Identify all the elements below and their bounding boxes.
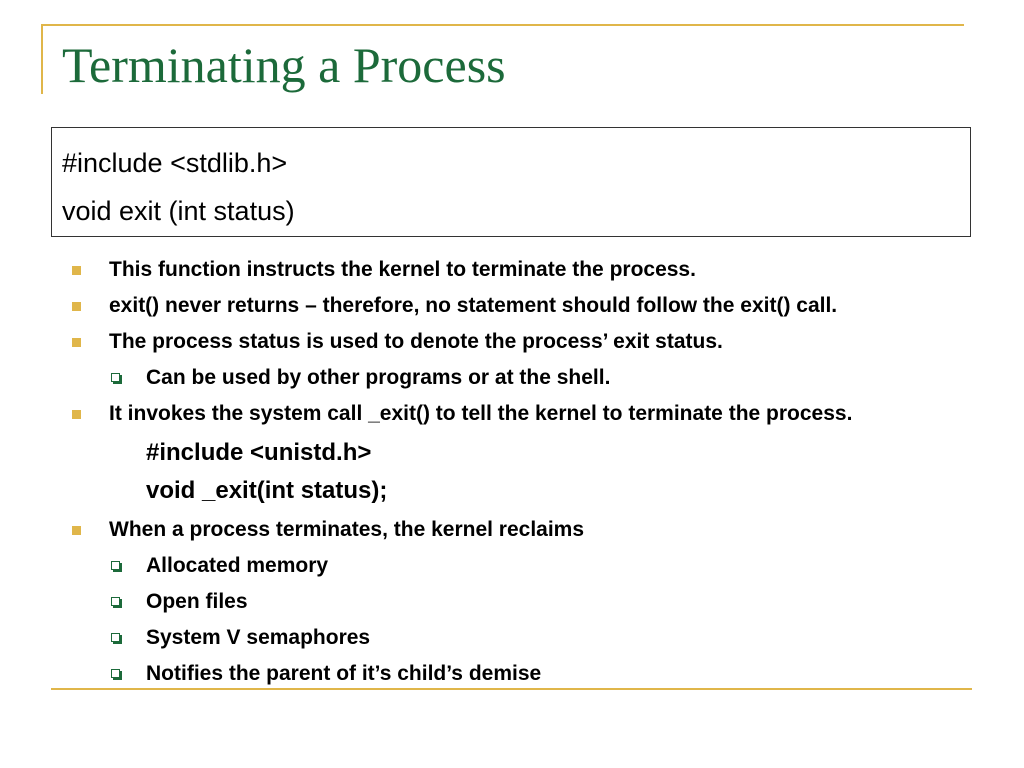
inline-code-include: #include <unistd.h> xyxy=(146,439,372,466)
square-bullet-icon xyxy=(72,526,81,535)
hollow-square-bullet-icon xyxy=(111,561,120,570)
bullet-text: exit() never returns – therefore, no statement should follow the exit() call. xyxy=(109,294,838,317)
square-bullet-icon xyxy=(72,338,81,347)
code-line-exit-signature: void exit (int status) xyxy=(62,196,295,226)
sub-bullet-item xyxy=(70,586,970,618)
bullet-item xyxy=(70,398,970,430)
bullet-item xyxy=(70,290,970,322)
bullet-text: This function instructs the kernel to terminate the process. xyxy=(109,258,696,281)
bullet-list xyxy=(70,254,970,694)
square-bullet-icon xyxy=(72,302,81,311)
bullet-text: When a process terminates, the kernel reclaims xyxy=(109,518,585,541)
sub-bullet-text: System V semaphores xyxy=(146,626,371,649)
slide-title: Terminating a Process xyxy=(62,37,506,93)
sub-bullet-item xyxy=(70,362,970,394)
code-box xyxy=(51,127,971,237)
sub-bullet-item xyxy=(70,658,970,690)
bullet-item xyxy=(70,514,970,546)
hollow-square-bullet-icon xyxy=(111,373,120,382)
hollow-square-bullet-icon xyxy=(111,597,120,606)
sub-bullet-text: Allocated memory xyxy=(146,554,329,577)
bullet-text: It invokes the system call _exit() to tell the kernel to terminate the process. xyxy=(109,402,853,425)
bullet-item xyxy=(70,254,970,286)
footer-rule xyxy=(51,688,972,690)
hollow-square-bullet-icon xyxy=(111,633,120,642)
sub-bullet-text: Can be used by other programs or at the shell. xyxy=(146,366,611,389)
square-bullet-icon xyxy=(72,410,81,419)
inline-code-exit-signature: void _exit(int status); xyxy=(146,477,388,504)
sub-bullet-text: Notifies the parent of it’s child’s demise xyxy=(146,662,542,685)
sub-bullet-item xyxy=(70,622,970,654)
hollow-square-bullet-icon xyxy=(111,669,120,678)
sub-bullet-item xyxy=(70,550,970,582)
bullet-text: The process status is used to denote the process’ exit status. xyxy=(109,330,723,353)
sub-bullet-text: Open files xyxy=(146,590,248,613)
frame-left-rule xyxy=(41,24,43,94)
code-line-include: #include <stdlib.h> xyxy=(62,148,288,178)
square-bullet-icon xyxy=(72,266,81,275)
frame-top-rule xyxy=(41,24,964,26)
bullet-item xyxy=(70,326,970,358)
